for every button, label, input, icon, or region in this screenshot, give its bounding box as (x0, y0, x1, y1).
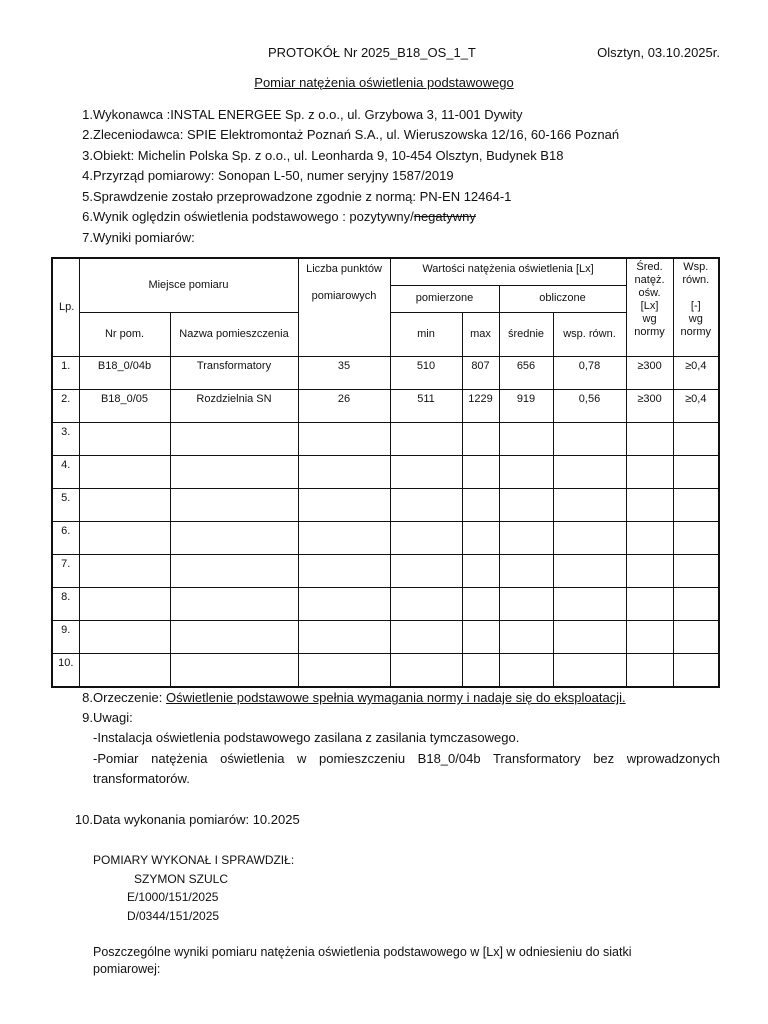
document-subtitle: Pomiar natężenia oświetlenia podstawowego (254, 75, 514, 90)
item-text: Wyniki pomiarów: (93, 229, 195, 245)
table-row: 3. (52, 422, 719, 455)
table-row: 9. (52, 620, 719, 653)
item-text: Wykonawca :INSTAL ENERGEE Sp. z o.o., ul. Grzybowa 3, 11-001 Dywity (93, 106, 523, 122)
list-item (68, 166, 728, 187)
signature-block (93, 851, 294, 925)
header-liczba-2: pomiarowych (311, 290, 377, 302)
table-row: 4. (52, 455, 719, 488)
header-liczba (298, 258, 390, 356)
item-text: Wynik oględzin oświetlenia podstawowego : pozytywny/ (93, 209, 414, 225)
grid-results-intro: Poszczególne wyniki pomiaru natężenia oświetlenia podstawowego w [Lx] w odniesieniu do siatki pomiarowej: (93, 945, 632, 976)
table-row: 6. (52, 521, 719, 554)
header-miejsce: Miejsce pomiaru (79, 258, 298, 312)
remark-2: -Pomiar natężenia oświetlenia w pomieszczeniu B18_0/04b Transformatory bez wprowadzonych transformatorów. (93, 750, 720, 786)
results-table (51, 257, 720, 688)
signature-title: POMIARY WYKONAŁ I SPRAWDZIŁ: (93, 853, 295, 867)
header-min: min (390, 312, 462, 356)
list-item: 10. Data wykonania pomiarów: 10.2025 (68, 810, 720, 830)
list-item (68, 145, 728, 166)
list-item (68, 125, 728, 146)
protocol-number: PROTOKÓŁ Nr 2025_B18_OS_1_T (268, 45, 476, 60)
item-text: Zleceniodawca: SPIE Elektromontaż Poznań S.A., ul. Wieruszowska 12/16, 60-166 Poznań (93, 127, 620, 143)
struck-option: negatywny (413, 209, 476, 225)
certificate-e: E/1000/151/2025 (127, 890, 219, 904)
item-number: 1. (82, 106, 93, 122)
item-number: 2. (82, 127, 93, 143)
header-sred-natez: Śred. natęż. ośw. [Lx] wg normy (626, 258, 673, 356)
conclusions (68, 688, 720, 830)
item-number: 5. (82, 188, 93, 204)
header-srednie: średnie (499, 312, 553, 356)
header-wartosci: Wartości natężenia oświetlenia [Lx] (390, 258, 626, 285)
header-pomierzone: pomierzone (390, 285, 499, 312)
item-text: Obiekt: Michelin Polska Sp. z o.o., ul. Leonharda 9, 10-454 Olsztyn, Budynek B18 (93, 147, 564, 163)
item-number: 4. (82, 168, 93, 184)
list-item (68, 227, 728, 248)
verdict-text: Oświetlenie podstawowe spełnia wymagania normy i nadaje się do eksploatacji. (165, 690, 626, 705)
remark-1: -Instalacja oświetlenia podstawowego zasilana z zasilania tymczasowego. (93, 730, 520, 745)
certificate-d: D/0344/151/2025 (127, 908, 220, 923)
list-item (68, 207, 728, 228)
list-item (68, 104, 728, 125)
table-row: 10. (52, 653, 719, 687)
info-list (68, 104, 728, 248)
item-text: Sprawdzenie zostało przeprowadzone zgodnie z normą: PN-EN 12464-1 (93, 188, 512, 204)
list-item: 9. Uwagi: (68, 708, 720, 728)
item-number: 3. (82, 147, 93, 163)
header-obliczone: obliczone (499, 285, 626, 312)
item-number: 7. (82, 229, 93, 245)
list-item: 8. Orzeczenie: Oświetlenie podstawowe spełnia wymagania normy i nadaje się do eksploatacji. (82, 690, 626, 705)
header-nr-pom: Nr pom. (79, 312, 170, 356)
item-number: 6. (82, 209, 93, 225)
header-liczba-1: Liczba punktów (306, 263, 382, 275)
place-date: Olsztyn, 03.10.2025r. (597, 45, 720, 60)
measurement-date: Data wykonania pomiarów: 10.2025 (93, 811, 300, 827)
item-text: Przyrząd pomiarowy: Sonopan L-50, numer seryjny 1587/2019 (93, 168, 454, 184)
list-item (68, 186, 728, 207)
table-row: 1. B18_0/04b Transformatory 35 510 807 656 0,78 ≥300 ≥0,4 (52, 356, 719, 389)
table-row: 8. (52, 587, 719, 620)
header-max: max (462, 312, 499, 356)
header-wsp-rown: wsp. równ. (553, 312, 626, 356)
header-wsp-norm: Wsp. równ. [-] wg normy (673, 258, 719, 356)
remarks-label: Uwagi: (93, 710, 133, 725)
header-lp: Lp. (52, 258, 79, 356)
table-row: 2. B18_0/05 Rozdzielnia SN 26 511 1229 919 0,56 ≥300 ≥0,4 (52, 389, 719, 422)
header-nazwa: Nazwa pomieszczenia (170, 312, 298, 356)
verdict-label: Orzeczenie: (93, 690, 166, 705)
table-row: 7. (52, 554, 719, 587)
signer-name: SZYMON SZULC (134, 871, 229, 886)
table-row: 5. (52, 488, 719, 521)
